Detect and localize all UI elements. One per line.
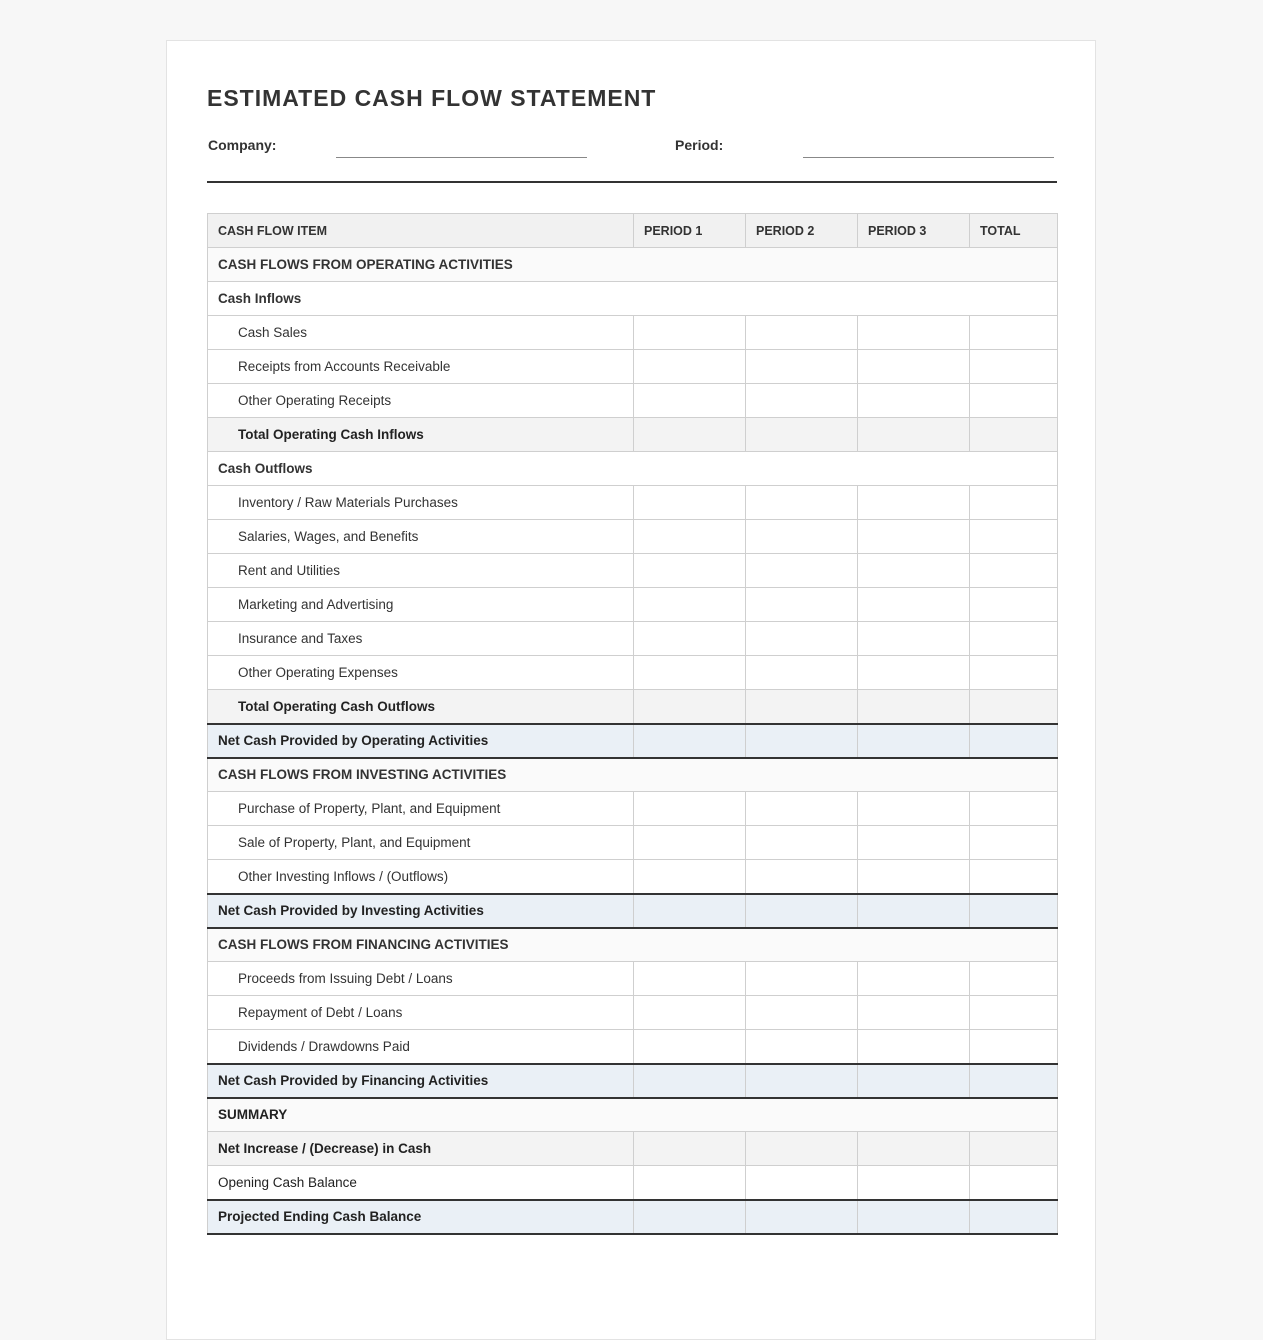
total-cell[interactable] — [970, 316, 1058, 350]
period-field[interactable] — [803, 157, 1054, 158]
item-row — [208, 520, 1058, 554]
plain-row — [208, 1166, 1058, 1200]
total-cell[interactable] — [970, 384, 1058, 418]
subtotal-label: Total Operating Cash Outflows — [208, 690, 634, 724]
item-row — [208, 860, 1058, 894]
table-header-row — [208, 214, 1058, 248]
period-2-cell[interactable] — [746, 724, 858, 758]
statement-sheet — [166, 40, 1096, 1340]
period-1-cell[interactable] — [634, 384, 746, 418]
period-2-cell[interactable] — [746, 656, 858, 690]
period-3-cell[interactable] — [858, 690, 970, 724]
item-label: Rent and Utilities — [208, 554, 634, 588]
summary-head-row — [208, 1098, 1058, 1132]
period-3-cell[interactable] — [858, 486, 970, 520]
total-cell[interactable] — [970, 792, 1058, 826]
total-cell[interactable] — [970, 554, 1058, 588]
section-row — [208, 248, 1058, 282]
period-3-cell[interactable] — [858, 520, 970, 554]
item-row — [208, 554, 1058, 588]
item-label: Other Operating Receipts — [208, 384, 634, 418]
plain-label: Opening Cash Balance — [208, 1166, 634, 1200]
total-cell[interactable] — [970, 1064, 1058, 1098]
period-3-cell[interactable] — [858, 588, 970, 622]
period-3-cell[interactable] — [858, 1030, 970, 1064]
period-2-cell[interactable] — [746, 350, 858, 384]
period-3-cell[interactable] — [858, 1200, 970, 1234]
period-2-cell[interactable] — [746, 588, 858, 622]
period-1-cell[interactable] — [634, 894, 746, 928]
net-label: Net Cash Provided by Financing Activities — [208, 1064, 634, 1098]
header-divider — [207, 181, 1057, 183]
company-label: Company: — [208, 137, 277, 153]
period-1-cell[interactable] — [634, 554, 746, 588]
sum-row-row — [208, 1132, 1058, 1166]
period-1-cell[interactable] — [634, 826, 746, 860]
period-3-cell[interactable] — [858, 996, 970, 1030]
section-row — [208, 928, 1058, 962]
total-cell[interactable] — [970, 894, 1058, 928]
net-label: Projected Ending Cash Balance — [208, 1200, 634, 1234]
period-3-cell[interactable] — [858, 724, 970, 758]
period-3-cell[interactable] — [858, 1166, 970, 1200]
section-label: CASH FLOWS FROM FINANCING ACTIVITIES — [208, 928, 1058, 962]
item-label: Purchase of Property, Plant, and Equipment — [208, 792, 634, 826]
item-row — [208, 656, 1058, 690]
period-1-cell[interactable] — [634, 1064, 746, 1098]
period-3-cell[interactable] — [858, 1132, 970, 1166]
period-1-cell[interactable] — [634, 1200, 746, 1234]
period-1-cell[interactable] — [634, 860, 746, 894]
item-row — [208, 622, 1058, 656]
total-cell[interactable] — [970, 350, 1058, 384]
period-2-cell[interactable] — [746, 1200, 858, 1234]
period-1-cell[interactable] — [634, 1166, 746, 1200]
item-label: Proceeds from Issuing Debt / Loans — [208, 962, 634, 996]
period-1-cell[interactable] — [634, 996, 746, 1030]
section-label: CASH FLOWS FROM INVESTING ACTIVITIES — [208, 758, 1058, 792]
total-cell[interactable] — [970, 1200, 1058, 1234]
period-1-cell[interactable] — [634, 656, 746, 690]
item-row — [208, 384, 1058, 418]
total-cell[interactable] — [970, 656, 1058, 690]
period-2-cell[interactable] — [746, 826, 858, 860]
period-2-cell[interactable] — [746, 962, 858, 996]
item-label: Salaries, Wages, and Benefits — [208, 520, 634, 554]
item-label: Marketing and Advertising — [208, 588, 634, 622]
sum-row-label: Net Increase / (Decrease) in Cash — [208, 1132, 634, 1166]
item-label: Other Investing Inflows / (Outflows) — [208, 860, 634, 894]
period-3-cell[interactable] — [858, 554, 970, 588]
section-row — [208, 758, 1058, 792]
net-row — [208, 724, 1058, 758]
period-3-cell[interactable] — [858, 792, 970, 826]
period-2-cell[interactable] — [746, 860, 858, 894]
period-1-cell[interactable] — [634, 690, 746, 724]
item-row — [208, 588, 1058, 622]
group-label: Cash Outflows — [208, 452, 1058, 486]
subtotal-row — [208, 690, 1058, 724]
period-2-cell[interactable] — [746, 316, 858, 350]
company-field[interactable] — [336, 157, 587, 158]
total-cell[interactable] — [970, 486, 1058, 520]
total-cell[interactable] — [970, 1132, 1058, 1166]
total-cell[interactable] — [970, 1030, 1058, 1064]
period-1-cell[interactable] — [634, 1030, 746, 1064]
subtotal-row — [208, 418, 1058, 452]
header-period-1: PERIOD 1 — [634, 214, 746, 248]
group-label: Cash Inflows — [208, 282, 1058, 316]
total-cell[interactable] — [970, 588, 1058, 622]
period-1-cell[interactable] — [634, 724, 746, 758]
period-3-cell[interactable] — [858, 962, 970, 996]
section-label: CASH FLOWS FROM OPERATING ACTIVITIES — [208, 248, 1058, 282]
period-3-cell[interactable] — [858, 656, 970, 690]
summary-head-label: SUMMARY — [208, 1098, 1058, 1132]
period-1-cell[interactable] — [634, 418, 746, 452]
item-row — [208, 962, 1058, 996]
period-2-cell[interactable] — [746, 1132, 858, 1166]
net-row — [208, 894, 1058, 928]
period-2-cell[interactable] — [746, 690, 858, 724]
header-total: TOTAL — [970, 214, 1058, 248]
total-cell[interactable] — [970, 724, 1058, 758]
period-2-cell[interactable] — [746, 520, 858, 554]
total-cell[interactable] — [970, 622, 1058, 656]
period-3-cell[interactable] — [858, 350, 970, 384]
total-cell[interactable] — [970, 860, 1058, 894]
total-cell[interactable] — [970, 962, 1058, 996]
period-1-cell[interactable] — [634, 316, 746, 350]
net-row — [208, 1200, 1058, 1234]
cash-flow-table — [207, 213, 1058, 1235]
item-row — [208, 350, 1058, 384]
item-label: Receipts from Accounts Receivable — [208, 350, 634, 384]
period-2-cell[interactable] — [746, 894, 858, 928]
period-2-cell[interactable] — [746, 486, 858, 520]
total-cell[interactable] — [970, 418, 1058, 452]
item-row — [208, 996, 1058, 1030]
subtotal-label: Total Operating Cash Inflows — [208, 418, 634, 452]
period-1-cell[interactable] — [634, 792, 746, 826]
item-label: Other Operating Expenses — [208, 656, 634, 690]
period-2-cell[interactable] — [746, 622, 858, 656]
net-label: Net Cash Provided by Investing Activities — [208, 894, 634, 928]
item-label: Sale of Property, Plant, and Equipment — [208, 826, 634, 860]
header-cash-flow-item: CASH FLOW ITEM — [208, 214, 634, 248]
period-2-cell[interactable] — [746, 1064, 858, 1098]
net-label: Net Cash Provided by Operating Activities — [208, 724, 634, 758]
period-2-cell[interactable] — [746, 384, 858, 418]
period-2-cell[interactable] — [746, 792, 858, 826]
item-row — [208, 792, 1058, 826]
period-3-cell[interactable] — [858, 860, 970, 894]
group-row — [208, 282, 1058, 316]
period-2-cell[interactable] — [746, 1030, 858, 1064]
period-3-cell[interactable] — [858, 622, 970, 656]
item-row — [208, 486, 1058, 520]
period-1-cell[interactable] — [634, 350, 746, 384]
period-3-cell[interactable] — [858, 1064, 970, 1098]
header-period-2: PERIOD 2 — [746, 214, 858, 248]
item-label: Insurance and Taxes — [208, 622, 634, 656]
group-row — [208, 452, 1058, 486]
period-3-cell[interactable] — [858, 826, 970, 860]
period-3-cell[interactable] — [858, 316, 970, 350]
header-period-3: PERIOD 3 — [858, 214, 970, 248]
total-cell[interactable] — [970, 996, 1058, 1030]
item-label: Inventory / Raw Materials Purchases — [208, 486, 634, 520]
period-1-cell[interactable] — [634, 1132, 746, 1166]
period-3-cell[interactable] — [858, 894, 970, 928]
header-fields — [208, 137, 1058, 161]
item-label: Dividends / Drawdowns Paid — [208, 1030, 634, 1064]
item-label: Cash Sales — [208, 316, 634, 350]
total-cell[interactable] — [970, 1166, 1058, 1200]
item-row — [208, 316, 1058, 350]
total-cell[interactable] — [970, 690, 1058, 724]
period-2-cell[interactable] — [746, 554, 858, 588]
item-label: Repayment of Debt / Loans — [208, 996, 634, 1030]
period-3-cell[interactable] — [858, 384, 970, 418]
table-body — [208, 248, 1058, 1234]
period-1-cell[interactable] — [634, 962, 746, 996]
period-2-cell[interactable] — [746, 1166, 858, 1200]
period-1-cell[interactable] — [634, 486, 746, 520]
document-title: ESTIMATED CASH FLOW STATEMENT — [207, 85, 657, 111]
period-1-cell[interactable] — [634, 520, 746, 554]
net-row — [208, 1064, 1058, 1098]
period-2-cell[interactable] — [746, 996, 858, 1030]
item-row — [208, 826, 1058, 860]
period-3-cell[interactable] — [858, 418, 970, 452]
period-1-cell[interactable] — [634, 622, 746, 656]
item-row — [208, 1030, 1058, 1064]
period-label: Period: — [675, 137, 724, 153]
total-cell[interactable] — [970, 520, 1058, 554]
total-cell[interactable] — [970, 826, 1058, 860]
period-1-cell[interactable] — [634, 588, 746, 622]
period-2-cell[interactable] — [746, 418, 858, 452]
